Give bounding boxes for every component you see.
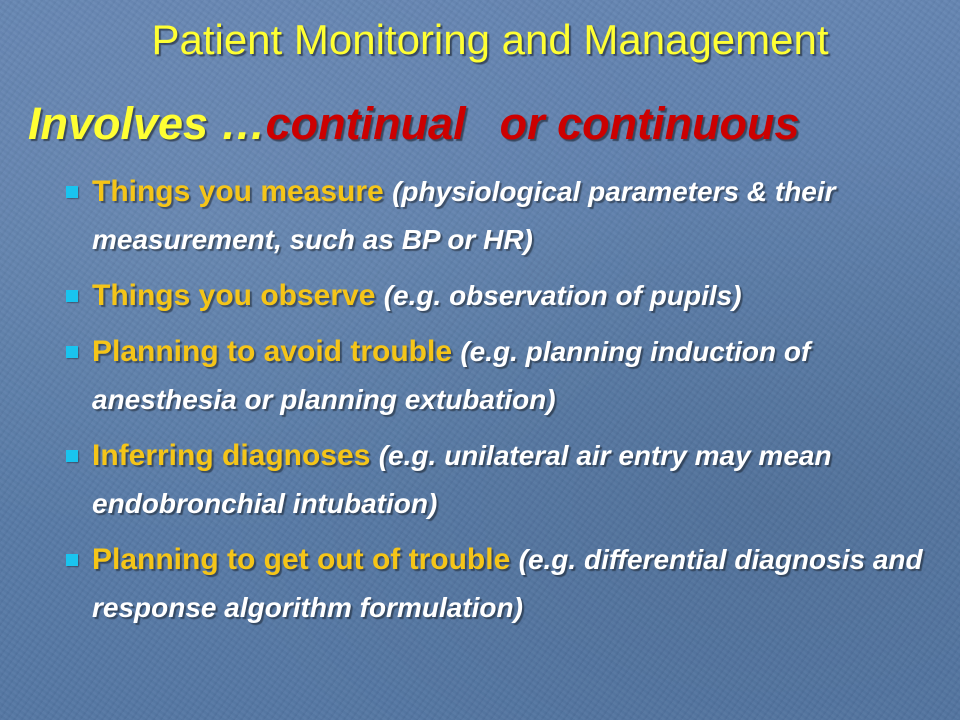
bullet-item-get-out-of-trouble — [66, 536, 946, 632]
subtitle-lead: Involves … — [28, 98, 266, 149]
bullet-item-avoid-trouble — [66, 328, 946, 424]
bullet-heading: Planning to get out of trouble — [92, 543, 511, 576]
bullet-heading: Planning to avoid trouble — [92, 335, 452, 368]
square-bullet-icon — [66, 554, 78, 566]
square-bullet-icon — [66, 186, 78, 198]
slide-title: Patient Monitoring and Management — [151, 16, 829, 63]
square-bullet-icon — [66, 290, 78, 302]
bullet-item-observe — [66, 272, 946, 320]
bullet-item-diagnoses — [66, 432, 946, 528]
square-bullet-icon — [66, 450, 78, 462]
bullet-list — [66, 168, 946, 640]
bullet-detail: (e.g. differential diagnosis and response algorithm formulation) — [92, 544, 923, 623]
square-bullet-icon — [66, 346, 78, 358]
subtitle-continual: continual — [265, 98, 466, 149]
bullet-detail: (e.g. observation of pupils) — [383, 280, 742, 311]
subtitle-continuous: or continuous — [499, 98, 800, 149]
bullet-detail: (e.g. unilateral air entry may mean endobronchial intubation) — [92, 440, 832, 519]
bullet-heading: Inferring diagnoses — [92, 439, 371, 472]
bullet-heading: Things you measure — [92, 175, 384, 208]
bullet-item-measure — [66, 168, 946, 264]
bullet-detail: (e.g. planning induction of anesthesia or planning extubation) — [92, 336, 811, 415]
slide-subtitle — [28, 98, 800, 150]
bullet-heading: Things you observe — [92, 279, 376, 312]
bullet-detail: (physiological parameters & their measurement, such as BP or HR) — [92, 176, 836, 255]
